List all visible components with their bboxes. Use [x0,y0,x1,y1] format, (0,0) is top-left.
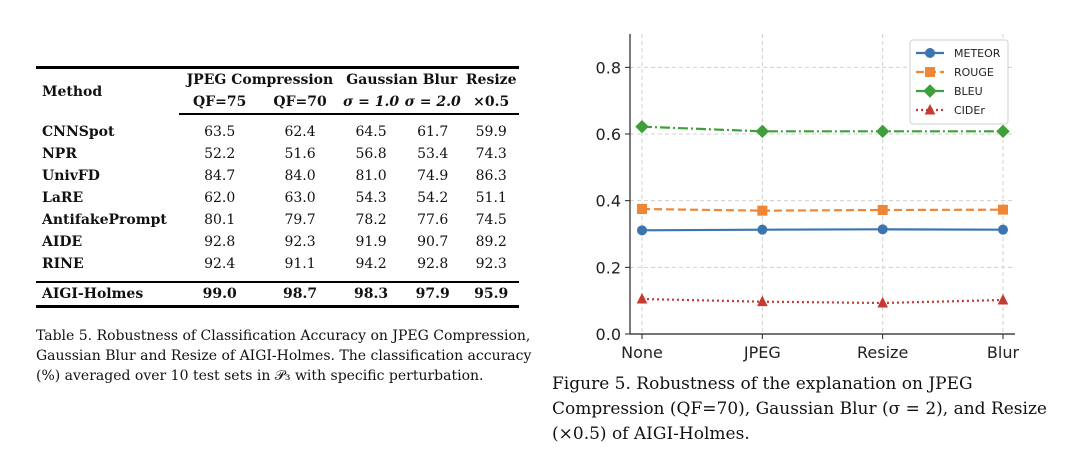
value-cell: 89.2 [475,234,507,250]
data-point-rouge [878,206,887,215]
robustness-line-chart [560,20,1030,365]
value-cell: 81.0 [355,168,387,184]
value-cell: 79.7 [284,212,316,228]
legend-label: METEOR [954,47,1001,60]
table-row [36,143,519,165]
value-cell: 98.3 [340,282,402,307]
value-cell: 99.0 [179,282,259,307]
data-point-bleu [877,125,889,137]
y-tick-label: 0.6 [595,125,621,144]
value-cell: 95.9 [463,282,519,307]
series-line-cider [642,299,1003,303]
data-point-meteor [758,225,767,234]
value-cell: 51.1 [475,190,507,206]
value-cell: 80.1 [204,212,236,228]
method-cell: CNNSpot [42,124,115,140]
table-row [36,209,519,231]
gaussian-header: Gaussian Blur [346,72,458,88]
value-cell: 59.9 [475,124,507,140]
x-tick-label: Blur [986,343,1020,362]
table-body [36,114,519,307]
value-cell: 74.9 [417,168,449,184]
method-header: Method [42,83,103,100]
value-cell: 86.3 [475,168,507,184]
value-cell: 63.0 [284,190,316,206]
results-table-container [36,66,519,308]
value-cell: 92.3 [475,256,507,272]
data-point-bleu [756,125,768,137]
sigma1-header: σ = 1.0 [340,91,402,114]
value-cell: 98.7 [260,282,340,307]
legend-label: ROUGE [954,66,994,79]
value-cell: 54.3 [355,190,387,206]
legend-marker [926,49,935,58]
table-caption: Table 5. Robustness of Classification Accuracy on JPEG Compression, Gaussian Blur and Resize of AIGI-Holmes. The classification accuracy (%) averaged over 10 test sets in 𝒫₃ with specific perturbation. [36,328,532,384]
table-row-ours [36,282,519,307]
value-cell: 64.5 [355,124,387,140]
value-cell: 84.0 [284,168,316,184]
value-cell: 97.9 [402,282,464,307]
data-point-rouge [638,205,647,214]
qf70-header: QF=70 [260,91,340,114]
method-cell: NPR [42,146,77,162]
value-cell: 91.9 [355,234,387,250]
value-cell: 92.3 [284,234,316,250]
value-cell: 77.6 [417,212,449,228]
table-row [36,165,519,187]
x-tick-label: None [621,343,663,362]
sigma2-header: σ = 2.0 [402,91,464,114]
y-tick-label: 0.2 [595,258,621,278]
value-cell: 62.4 [284,124,316,140]
value-cell: 74.5 [475,212,507,228]
data-point-bleu [997,125,1009,137]
scale-header: ×0.5 [463,91,519,114]
data-point-meteor [999,225,1008,234]
data-point-cider [758,297,767,306]
value-cell: 92.8 [417,256,449,272]
x-tick-label: Resize [857,343,909,362]
data-point-meteor [878,225,887,234]
jpeg-header: JPEG Compression [186,72,334,88]
resize-header: Resize [465,72,517,88]
data-point-bleu [636,121,648,133]
y-tick-label: 0.8 [595,58,621,78]
value-cell: 84.7 [204,168,236,184]
legend-label: CIDEr [954,104,985,117]
method-cell: LaRE [42,190,84,206]
method-cell: AIGI-Holmes [36,282,179,307]
table-row [36,231,519,253]
value-cell: 54.2 [417,190,449,206]
value-cell: 92.8 [204,234,236,250]
method-cell: UnivFD [42,168,100,184]
robustness-table [36,66,519,308]
value-cell: 56.8 [355,146,387,162]
method-cell: AntifakePrompt [42,212,167,228]
data-point-cider [999,295,1008,304]
value-cell: 94.2 [355,256,387,272]
series-line-meteor [642,229,1003,230]
value-cell: 63.5 [204,124,236,140]
data-point-cider [638,294,647,303]
method-cell: AIDE [42,234,83,250]
y-tick-label: 0.4 [595,191,621,211]
table-row [36,253,519,275]
value-cell: 90.7 [417,234,449,250]
data-point-cider [878,298,887,307]
series-line-bleu [642,127,1003,132]
value-cell: 91.1 [284,256,316,272]
value-cell: 53.4 [417,146,449,162]
method-cell: RINE [42,256,84,272]
data-point-rouge [758,206,767,215]
table-group-header-row [36,68,519,92]
value-cell: 92.4 [204,256,236,272]
table-row [36,187,519,209]
value-cell: 74.3 [475,146,507,162]
value-cell: 51.6 [284,146,316,162]
legend-label: BLEU [954,85,983,98]
data-point-rouge [999,205,1008,214]
value-cell: 52.2 [204,146,236,162]
qf75-header: QF=75 [179,91,259,114]
value-cell: 62.0 [204,190,236,206]
value-cell: 61.7 [417,124,449,140]
data-point-meteor [638,226,647,235]
legend-marker [926,68,935,77]
y-tick-label: 0.0 [595,325,621,344]
value-cell: 78.2 [355,212,387,228]
series-line-rouge [642,209,1003,211]
table-row [36,121,519,143]
x-tick-label: JPEG [743,343,781,362]
figure-caption: Figure 5. Robustness of the explanation on JPEG Compression (QF=70), Gaussian Blur (σ = 2), and Resize (×0.5) of AIGI-Holmes. [552,374,1047,444]
